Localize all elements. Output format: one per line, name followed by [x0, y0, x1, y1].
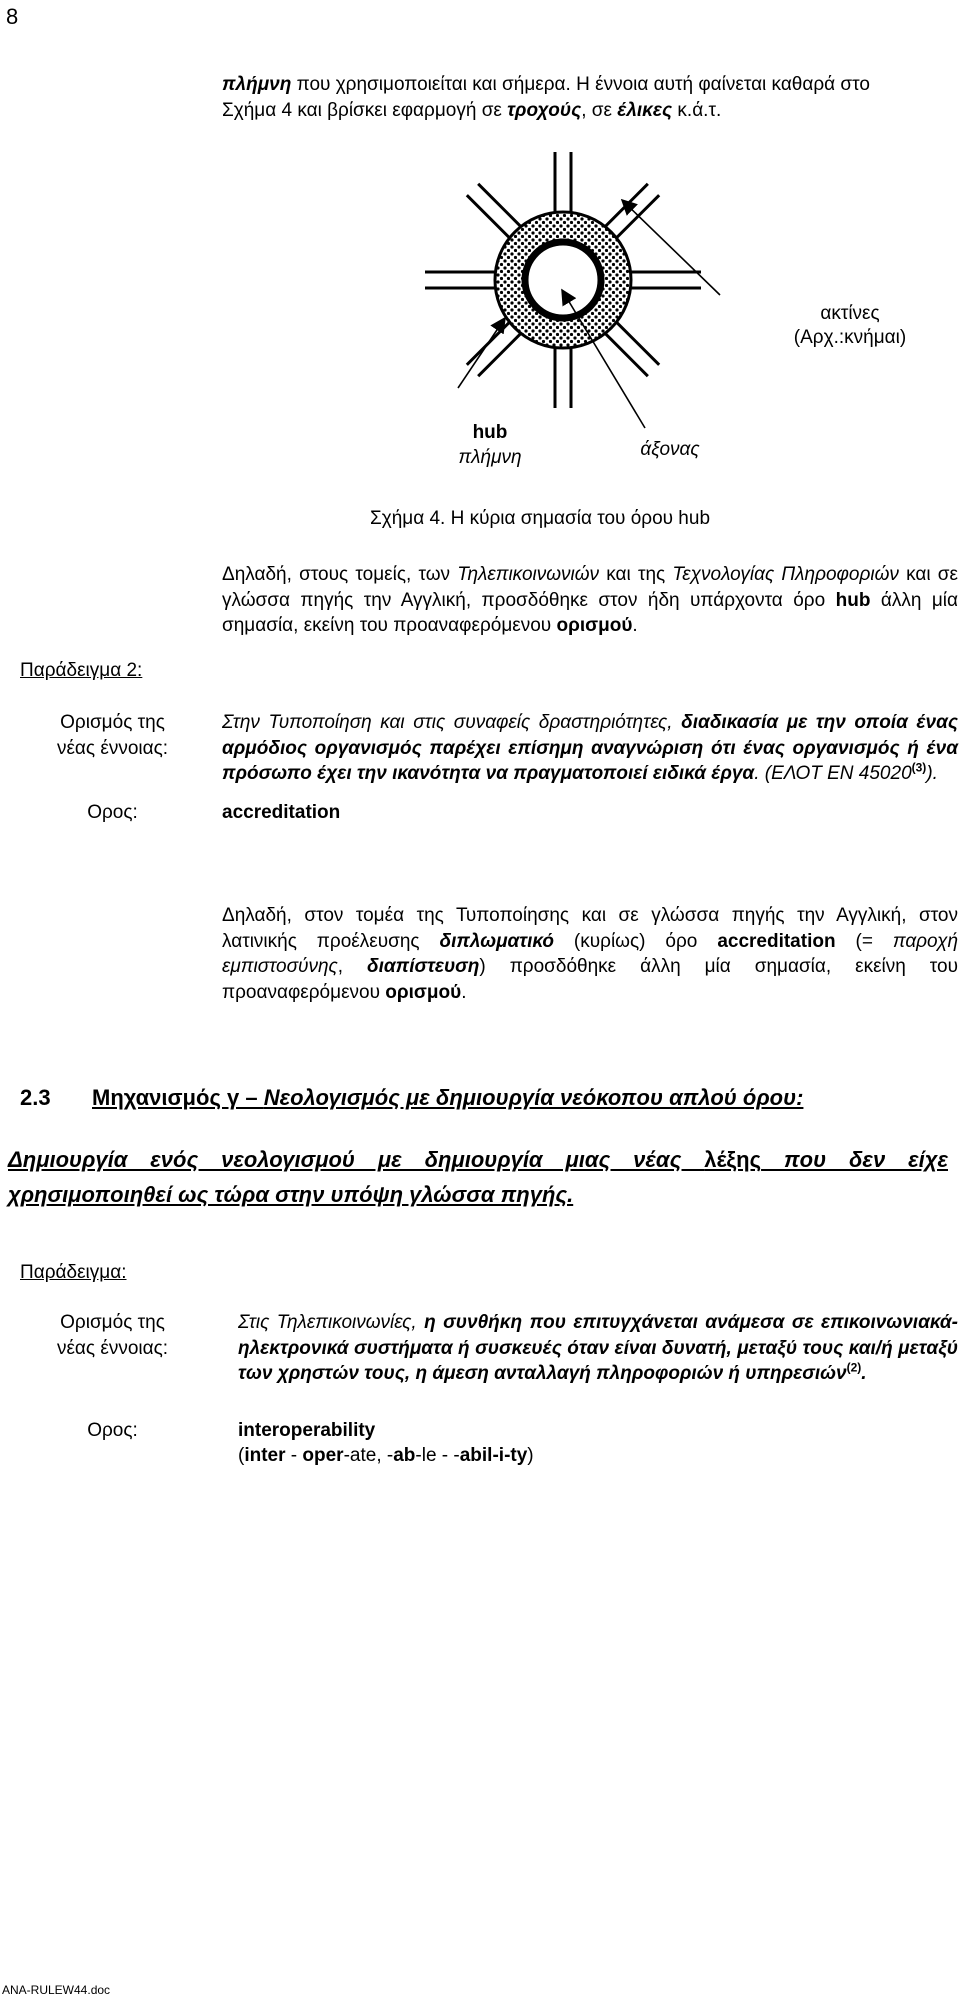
meaning-trust: παροχή εμπιστοσύνης — [222, 930, 958, 978]
text: (= — [835, 930, 893, 952]
term-diplomatic: διπλωματικό — [439, 930, 554, 952]
morpheme: inter — [244, 1445, 286, 1466]
text: Δηλαδή, στους τομείς, των — [222, 564, 458, 585]
footer-filename: ANA-RULEW44.doc — [2, 1983, 111, 1997]
text: ( — [238, 1445, 245, 1466]
section-title-b: Νεολογισμός με δημιουργία νεόκοπου απλού όρου: — [263, 1085, 804, 1110]
text: ) προσδόθηκε άλλη μία σημασία, εκείνη του προαναφερόμενου — [222, 956, 958, 1003]
reference-mark: (3) — [911, 760, 927, 775]
text: και σε γλώσσα πηγής την Αγγλική, προσδόθηκε στον ήδη υπάρχοντα όρο — [222, 564, 958, 611]
section-number: 2.3 — [20, 1085, 51, 1110]
morpheme: abil-i-ty — [459, 1445, 528, 1466]
meaning-accreditation: διαπίστευση — [367, 956, 480, 978]
text: -le - - — [415, 1445, 460, 1466]
morpheme: oper — [302, 1445, 344, 1466]
section-title — [92, 1085, 803, 1110]
example-2-heading: Παράδειγμα 2: — [20, 660, 143, 681]
term-accreditation-inline: accreditation — [717, 930, 836, 952]
label-hub-gr: πλήμνη — [458, 447, 522, 468]
page-number: 8 — [6, 4, 19, 29]
intro-line-2 — [222, 98, 958, 124]
text: . — [461, 981, 467, 1003]
intro-text: που χρησιμοποιείται και σήμερα. Η έννοια αυτή φαίνεται καθαρά στο — [291, 74, 870, 95]
term-wheels: τροχούς — [507, 99, 582, 121]
term-label: Ορος: — [87, 802, 138, 823]
hub-arrow — [458, 318, 505, 388]
term-label: Ορος: — [87, 1420, 138, 1441]
definition-label-line-1: Ορισμός της — [60, 1312, 165, 1333]
definition-label-line-1: Ορισμός της — [60, 712, 165, 733]
intro-text: , σε — [581, 99, 618, 121]
example-heading: Παράδειγμα: — [20, 1262, 127, 1283]
label-spokes-note: (Αρχ.:κνήμαι) — [793, 327, 907, 348]
spokes-arrow — [622, 200, 720, 295]
text: -ate, - — [343, 1445, 394, 1466]
term-definition: ορισμού — [385, 981, 462, 1003]
text: (κυρίως) όρο — [554, 930, 718, 952]
intro-line-1 — [222, 72, 958, 98]
figure-caption: Σχήμα 4. Η κύρια σημασία του όρου hub — [369, 508, 711, 529]
text: ). — [926, 763, 938, 785]
term-pliminh: πλήμνη — [222, 74, 292, 95]
field-telecom: Τηλεπικοινωνιών — [457, 564, 600, 585]
text: που δεν είχε χρησιμοποιηθεί ως τώρα στην υπόψη γλώσσα πηγής. — [8, 1147, 948, 1208]
section-intro — [8, 1142, 948, 1212]
term-definition: ορισμού — [556, 615, 633, 637]
hub-paragraph — [222, 562, 958, 639]
text: Δημιουργία ενός νεολογισμού με δημιουργία μιας νέας — [8, 1147, 705, 1172]
text: Στις Τηλεπικοινωνίες, — [238, 1312, 425, 1333]
text: Στην Τυποποίηση και στις συναφείς δραστηριότητες, — [222, 712, 682, 733]
definition-label-line-2: νέας έννοιας: — [56, 1337, 169, 1359]
term-morphology — [238, 1443, 534, 1469]
morpheme: ab — [393, 1445, 416, 1466]
example-3-definition — [238, 1310, 958, 1387]
definition-label — [30, 710, 195, 761]
accreditation-paragraph — [222, 903, 958, 1006]
section-heading — [20, 1083, 803, 1113]
text: - — [285, 1445, 303, 1466]
definition-label — [30, 1310, 195, 1361]
axle-circle — [525, 242, 601, 318]
definition-label-line-2: νέας έννοιας: — [56, 737, 169, 759]
text: . — [632, 615, 638, 637]
term-hub: hub — [835, 589, 871, 611]
text: , — [337, 956, 368, 978]
text-word: λέξης — [704, 1147, 762, 1172]
text: . (ΕΛΟΤ ΕΝ 45020 — [754, 763, 912, 785]
text: ) — [527, 1445, 534, 1466]
text: άλλη μία σημασία, εκείνη του προαναφερόμενου — [222, 589, 959, 637]
definition-emphasis: η συνθήκη που επιτυγχάνεται ανάμεσα σε επικοινωνιακά-ηλεκτρονικά συστήματα ή συσκευές όταν είναι δυνατή, μεταξύ τους και/ή μεταξύ των χρηστών τους, η άμεση ανταλλαγή πληροφοριών ή υπηρεσιών — [238, 1312, 958, 1385]
intro-text: κ.ά.τ. — [672, 99, 722, 121]
field-it: Τεχνολογίας Πληροφοριών — [672, 564, 899, 585]
intro-paragraph — [222, 72, 958, 123]
section-title-a: Μηχανισμός γ – — [92, 1085, 264, 1110]
term-accreditation: accreditation — [222, 802, 341, 823]
label-spokes: ακτίνες — [820, 303, 880, 324]
example-2-definition — [222, 710, 958, 787]
label-axle: άξονας — [640, 439, 700, 460]
text: και της — [599, 564, 673, 585]
term-interoperability: interoperability — [238, 1420, 376, 1441]
term-propellers: έλικες — [617, 99, 673, 121]
intro-text: Σχήμα 4 και βρίσκει εφαρμογή σε — [222, 99, 508, 121]
reference-mark: (2) — [846, 1360, 862, 1375]
label-hub-en: hub — [472, 422, 508, 443]
definition-emphasis: διαδικασία με την οποία ένας αρμόδιος οργανισμός παρέχει επίσημη αναγνώριση ότι ένας οργανισμός ή ένα πρόσωπο έχει την ικανότητα να πραγματοποιεί ειδικά έργα — [222, 712, 958, 785]
text: . — [861, 1363, 867, 1385]
text: Δηλαδή, στον τομέα της Τυποποίησης και σε γλώσσα πηγής την Αγγλική, στον λατινικής προέλευσης — [222, 905, 958, 952]
